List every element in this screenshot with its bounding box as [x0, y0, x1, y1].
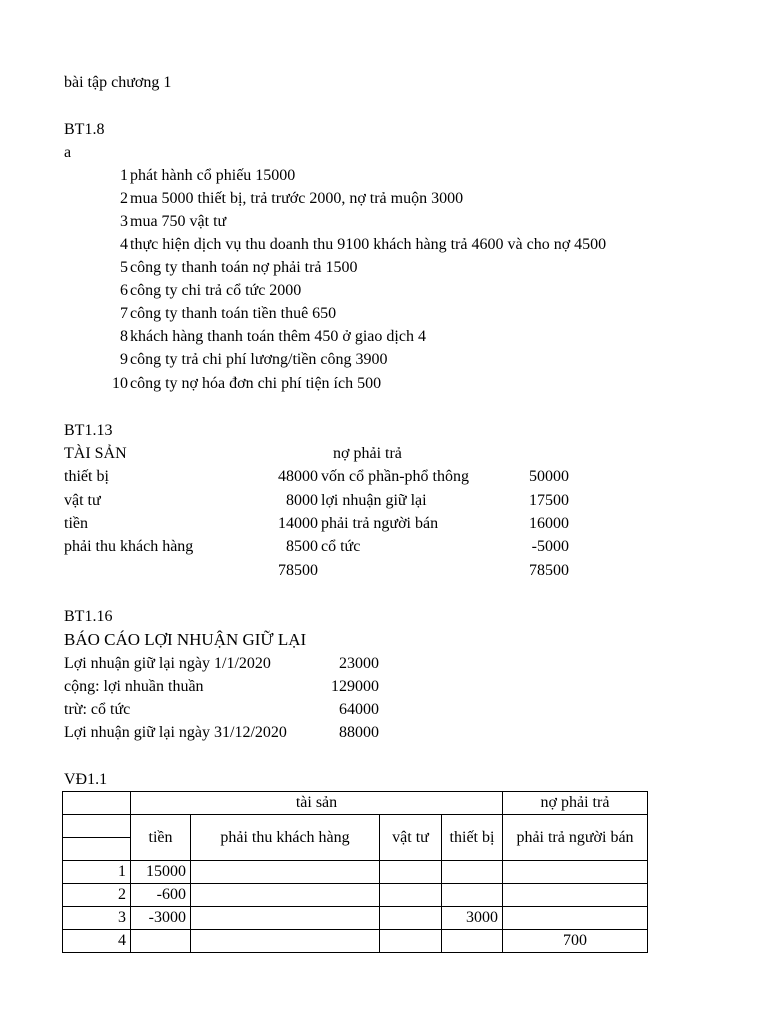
- cell-thiet-bi: 3000: [442, 907, 503, 930]
- table-group-header-row: [63, 792, 648, 815]
- list-item-text: công ty thanh toán tiền thuê 650: [130, 305, 337, 322]
- row-number: 2: [63, 884, 131, 907]
- cell-vat-tu: [380, 930, 442, 953]
- list-item-number: 6: [120, 282, 128, 299]
- liabilities-header: nợ phải trả: [333, 445, 402, 462]
- list-item-text: mua 750 vật tư: [130, 213, 227, 230]
- cell-phai-tra: [503, 884, 648, 907]
- liability-value: 17500: [529, 492, 569, 509]
- list-item-text: công ty trả chi phí lương/tiền công 3900: [130, 351, 388, 368]
- report-title: BÁO CÁO LỢI NHUẬN GIỮ LẠI: [64, 630, 307, 649]
- table-row: [63, 861, 648, 884]
- asset-label: tiền: [64, 515, 88, 532]
- cell-tien: -600: [131, 884, 191, 907]
- cell-vat-tu: [380, 884, 442, 907]
- section-heading-bt1-16: BT1.16: [64, 608, 113, 625]
- transaction-table: [62, 791, 648, 953]
- total-assets: 78500: [278, 562, 318, 579]
- statement-value: 64000: [339, 701, 379, 718]
- column-header: phải thu khách hàng: [191, 815, 380, 861]
- cell-phai-tra: [503, 861, 648, 884]
- statement-value: 23000: [339, 655, 379, 672]
- cell-phai-thu: [191, 907, 380, 930]
- cell-phai-thu: [191, 861, 380, 884]
- liability-label: phải trả người bán: [321, 515, 439, 532]
- cell-phai-tra: 700: [503, 930, 648, 953]
- cell-tien: [131, 930, 191, 953]
- statement-label: Lợi nhuận giữ lại ngày 31/12/2020: [64, 724, 287, 741]
- list-item-text: công ty thanh toán nợ phải trả 1500: [130, 259, 358, 276]
- table-row: [63, 884, 648, 907]
- cell-phai-tra: [503, 907, 648, 930]
- cell-tien: 15000: [131, 861, 191, 884]
- cell-phai-thu: [191, 930, 380, 953]
- list-item-text: phát hành cổ phiếu 15000: [130, 167, 296, 184]
- row-number: 4: [63, 930, 131, 953]
- list-item-text: khách hàng thanh toán thêm 450 ở giao dịch 4: [130, 328, 426, 345]
- column-header: tiền: [131, 815, 191, 861]
- list-item-number: 10: [112, 375, 128, 392]
- statement-label: trừ: cổ tức: [64, 701, 131, 718]
- list-item-number: 4: [120, 236, 128, 253]
- list-item-text: công ty chi trả cổ tức 2000: [130, 282, 302, 299]
- list-item-number: 8: [120, 328, 128, 345]
- cell-vat-tu: [380, 861, 442, 884]
- table-row: [63, 930, 648, 953]
- list-item-text: thực hiện dịch vụ thu doanh thu 9100 khách hàng trả 4600 và cho nợ 4500: [130, 236, 607, 253]
- liability-label: vốn cổ phần-phổ thông: [321, 468, 469, 485]
- cell-phai-thu: [191, 884, 380, 907]
- column-header: phải trả người bán: [503, 815, 648, 861]
- section-heading-bt1-8: BT1.8: [64, 121, 105, 138]
- list-item-number: 9: [120, 351, 128, 368]
- statement-value: 88000: [339, 724, 379, 741]
- liability-value: 16000: [529, 515, 569, 532]
- list-item-number: 2: [120, 190, 128, 207]
- table-column-header-row: [63, 815, 648, 861]
- cell-thiet-bi: [442, 930, 503, 953]
- total-liabilities: 78500: [529, 562, 569, 579]
- list-item-number: 1: [120, 167, 128, 184]
- cell-thiet-bi: [442, 861, 503, 884]
- liability-label: cổ tức: [321, 538, 361, 555]
- row-number: 3: [63, 907, 131, 930]
- document-title: bài tập chương 1: [64, 74, 172, 91]
- cell-vat-tu: [380, 907, 442, 930]
- asset-label: thiết bị: [64, 468, 109, 485]
- asset-value: 14000: [278, 515, 318, 532]
- asset-value: 8500: [286, 538, 318, 555]
- statement-value: 129000: [331, 678, 379, 695]
- part-label: a: [64, 144, 72, 161]
- asset-value: 48000: [278, 468, 318, 485]
- row-number-header-cell: [63, 815, 131, 861]
- liability-value: -5000: [531, 538, 569, 555]
- liability-label: lợi nhuận giữ lại: [321, 492, 427, 509]
- table-corner-cell: [63, 792, 131, 815]
- liability-value: 50000: [529, 468, 569, 485]
- section-heading-vd1-1: VĐ1.1: [64, 771, 108, 788]
- assets-header: TÀI SẢN: [64, 445, 127, 462]
- asset-value: 8000: [286, 492, 318, 509]
- cell-tien: -3000: [131, 907, 191, 930]
- assets-group-header: tài sản: [131, 792, 503, 815]
- list-item-number: 5: [120, 259, 128, 276]
- list-item-text: mua 5000 thiết bị, trả trước 2000, nợ trả muộn 3000: [130, 190, 464, 207]
- column-header: vật tư: [380, 815, 442, 861]
- list-item-number: 7: [120, 305, 128, 322]
- column-header: thiết bị: [442, 815, 503, 861]
- asset-label: phải thu khách hàng: [64, 538, 194, 555]
- list-item-number: 3: [120, 213, 128, 230]
- asset-label: vật tư: [64, 492, 101, 509]
- statement-label: Lợi nhuận giữ lại ngày 1/1/2020: [64, 655, 271, 672]
- row-number: 1: [63, 861, 131, 884]
- section-heading-bt1-13: BT1.13: [64, 422, 113, 439]
- liabilities-group-header: nợ phải trả: [503, 792, 648, 815]
- statement-label: cộng: lợi nhuần thuần: [64, 678, 204, 695]
- list-item-text: công ty nợ hóa đơn chi phí tiện ích 500: [130, 375, 382, 392]
- table-row: [63, 907, 648, 930]
- header-divider: [63, 837, 130, 858]
- cell-thiet-bi: [442, 884, 503, 907]
